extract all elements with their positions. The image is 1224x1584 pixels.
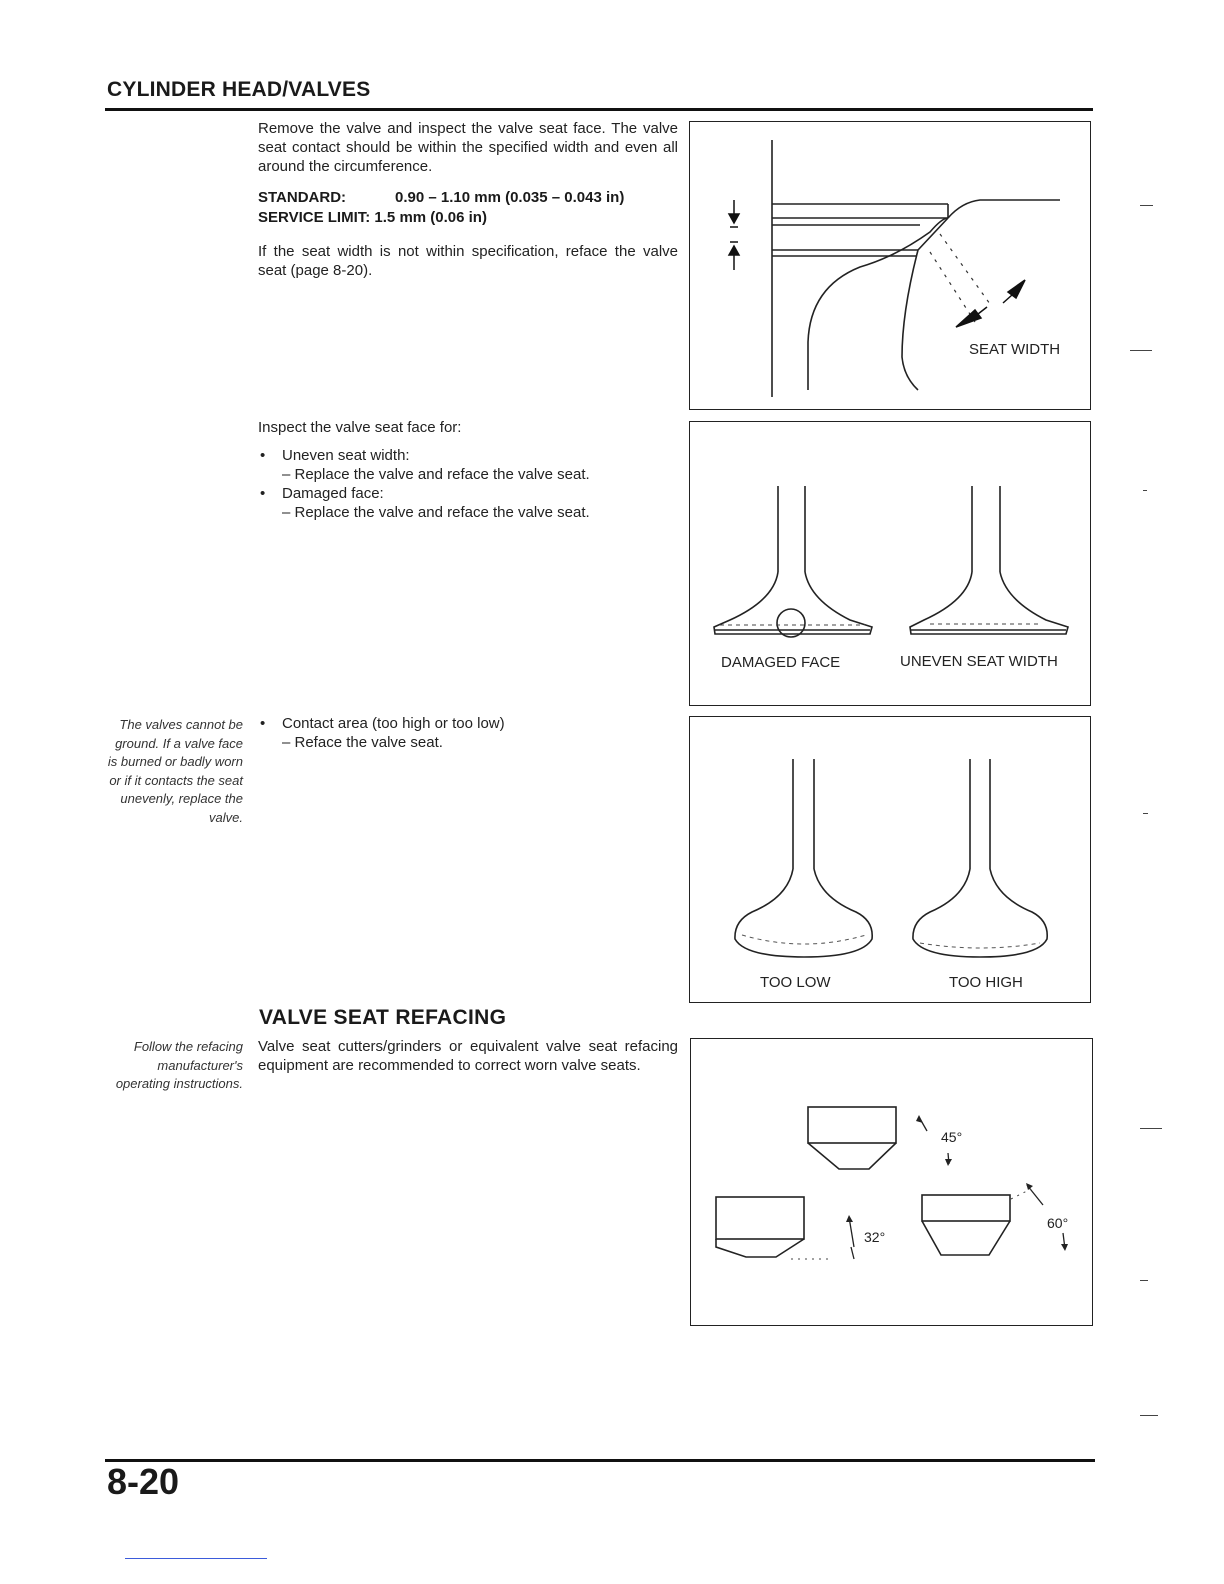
- margin-mark: [1143, 490, 1147, 491]
- margin-mark: [1140, 1280, 1148, 1281]
- seat-width-drawing: [690, 122, 1092, 411]
- damaged-face-label: DAMAGED FACE: [721, 654, 841, 671]
- service-limit-label: SERVICE LIMIT:: [258, 209, 371, 226]
- list-item-action: – Reface the valve seat.: [282, 734, 443, 751]
- side-note-refacing: Follow the refacing manufacturer's operating instructions.: [115, 1039, 243, 1091]
- page-number: 8-20: [107, 1461, 180, 1502]
- list-item-action: – Replace the valve and reface the valve seat.: [282, 466, 590, 483]
- section-title: CYLINDER HEAD/VALVES: [107, 78, 371, 101]
- header-rule: [105, 108, 1093, 111]
- margin-mark: [1140, 1128, 1162, 1129]
- inspect-list: [258, 446, 688, 522]
- service-limit-row: [258, 208, 688, 228]
- margin-mark: [1140, 205, 1153, 206]
- scan-link-underline: [125, 1558, 267, 1559]
- too-low-label: TOO LOW: [760, 974, 831, 991]
- list-item-action: – Replace the valve and reface the valve seat.: [282, 504, 590, 521]
- margin-mark: [1130, 350, 1152, 351]
- seat-width-label: SEAT WIDTH: [969, 341, 1061, 358]
- standard-value: 0.90 – 1.10 mm (0.035 – 0.043 in): [395, 189, 625, 206]
- list-item: • Damaged face:: [258, 484, 688, 503]
- list-item: • Uneven seat width:: [258, 446, 688, 465]
- list-item: • Contact area (too high or too low): [258, 714, 688, 733]
- service-limit-value: 1.5 mm (0.06 in): [374, 209, 487, 226]
- angle-60-label: 60°: [1047, 1215, 1069, 1231]
- side-note-valves: The valves cannot be ground. If a valve face is burned or badly worn or if it contacts the seat unevenly, replace the valve.: [107, 717, 243, 825]
- standard-row: [258, 188, 688, 208]
- seat-width-figure: [689, 121, 1091, 410]
- margin-mark: [1140, 1415, 1158, 1416]
- contact-area-drawing: [690, 717, 1092, 1004]
- footer-rule: [105, 1459, 1095, 1462]
- angle-32-label: 32°: [864, 1229, 886, 1245]
- reface-note: If the seat width is not within specification, reface the valve seat (page 8-20).: [258, 243, 678, 279]
- spec-block: [258, 188, 688, 228]
- cutters-figure: [690, 1038, 1093, 1326]
- standard-label: STANDARD:: [258, 189, 347, 206]
- inspect-lead: Inspect the valve seat face for:: [258, 419, 462, 436]
- angle-45-label: 45°: [941, 1129, 963, 1145]
- refacing-heading: VALVE SEAT REFACING: [259, 1006, 507, 1029]
- too-high-label: TOO HIGH: [949, 974, 1023, 991]
- refacing-paragraph: Valve seat cutters/grinders or equivalent valve seat refacing equipment are recommended to correct worn valve seats.: [258, 1038, 678, 1074]
- valve-face-figure: [689, 421, 1091, 706]
- uneven-seat-width-label: UNEVEN SEAT WIDTH: [900, 653, 1058, 670]
- contact-area-figure: [689, 716, 1091, 1003]
- intro-paragraph: Remove the valve and inspect the valve seat face. The valve seat contact should be within the specified width and even all around the circumference.: [258, 120, 678, 175]
- margin-mark: [1143, 813, 1148, 814]
- cutters-drawing: [691, 1039, 1094, 1327]
- inspect-list-contact: [258, 714, 688, 752]
